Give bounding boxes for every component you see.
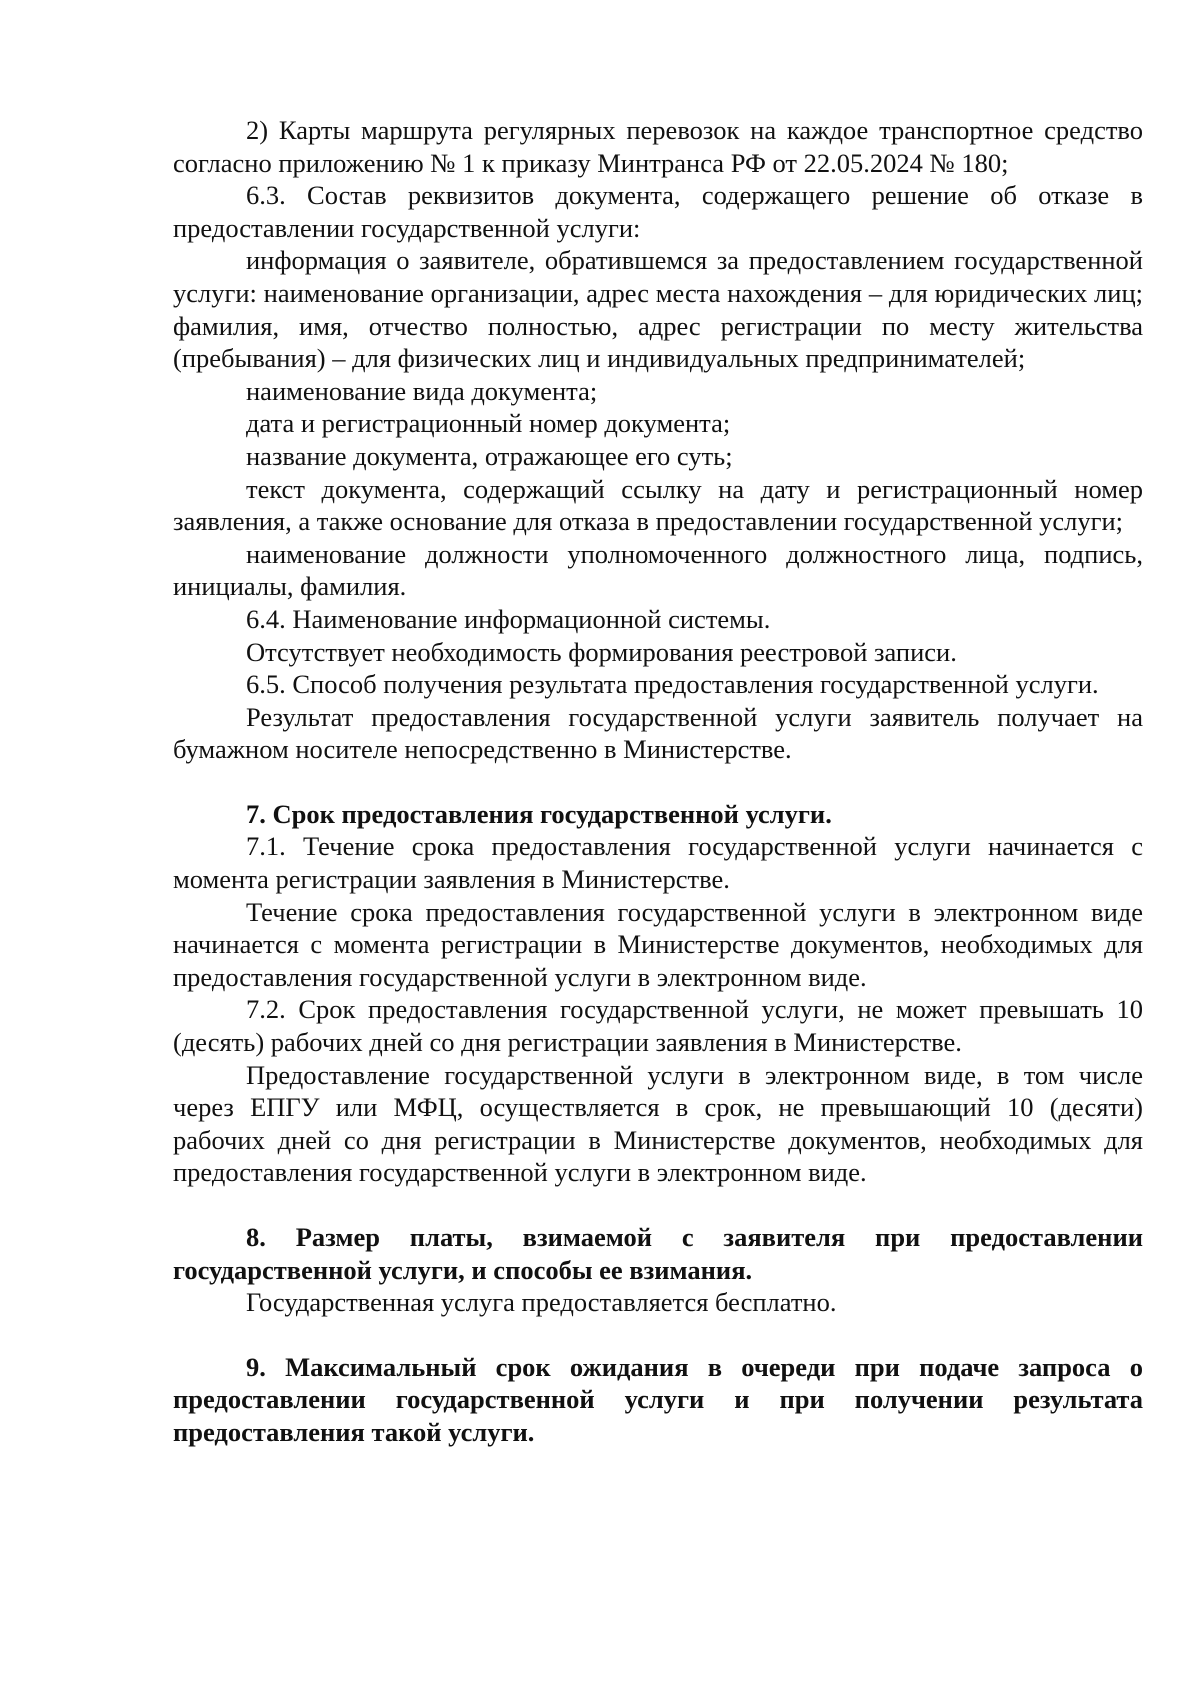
paragraph-registry-record: Отсутствует необходимость формирования реестровой записи. xyxy=(246,636,957,667)
section-heading-8: 8. Размер платы, взимаемой с заявителя при предоставлении государственной услуги, и способы ее взимания. xyxy=(173,1222,1143,1285)
paragraph-document-title: название документа, отражающее его суть; xyxy=(246,440,733,471)
paragraph-electronic-term: Предоставление государственной услуги в электронном виде, в том числе через ЕПГУ или МФЦ, осуществляется в срок, не превышающий 10 (десяти) рабочих дней со дня регистрации в Министерстве документов, необходимых для предоставления государственной услуги в электронном виде. xyxy=(173,1059,1143,1188)
paragraph-7-2-term-limit: 7.2. Срок предоставления государственной услуги, не может превышать 10 (десять) рабочих дней со дня регистрации заявления в Министерстве. xyxy=(173,994,1143,1058)
paragraph-result-paper: Результат предоставления государственной услуги заявитель получает на бумажном носителе непосредственно в Министерстве. xyxy=(173,701,1143,765)
paragraph-document-date-number: дата и регистрационный номер документа; xyxy=(246,408,731,439)
paragraph-document-type-name: наименование вида документа; xyxy=(246,375,598,406)
paragraph-free-of-charge: Государственная услуга предоставляется бесплатно. xyxy=(246,1287,837,1318)
section-heading-9: 9. Максимальный срок ожидания в очереди при подаче запроса о предоставлении государственной услуги и при получении результата предоставления такой услуги. xyxy=(173,1351,1143,1447)
paragraph-applicant-info: информация о заявителе, обратившемся за предоставлением государственной услуги: наименование организации, адрес места нахождения – для юридических лиц; фамилия, имя, отчество полностью, адрес регистрации по месту жительства (пребывания) – для физических лиц и индивидуальных предпринимателей; xyxy=(173,245,1143,374)
paragraph-term-electronic: Течение срока предоставления государственной услуги в электронном виде начинается с момента регистрации в Министерстве документов, необходимых для предоставления государственной услуги в электронном виде. xyxy=(173,896,1143,992)
paragraph-6-5-result-method: 6.5. Способ получения результата предоставления государственной услуги. xyxy=(246,669,1099,700)
paragraph-item-2-route-cards: 2) Карты маршрута регулярных перевозок на каждое транспортное средство согласно приложению № 1 к приказу Минтранса РФ от 22.05.2024 № 180; xyxy=(173,115,1143,178)
paragraph-6-3-refusal-requisites: 6.3. Состав реквизитов документа, содержащего решение об отказе в предоставлении государственной услуги: xyxy=(173,180,1143,243)
paragraph-official-signature: наименование должности уполномоченного должностного лица, подпись, инициалы, фамилия. xyxy=(173,538,1143,602)
paragraph-6-4-information-system: 6.4. Наименование информационной системы. xyxy=(246,603,771,634)
paragraph-document-text: текст документа, содержащий ссылку на дату и регистрационный номер заявления, а также основание для отказа в предоставлении государственной услуги; xyxy=(173,473,1143,537)
section-heading-7: 7. Срок предоставления государственной услуги. xyxy=(246,798,832,829)
paragraph-7-1-term-start: 7.1. Течение срока предоставления государственной услуги начинается с момента регистрации заявления в Министерстве. xyxy=(173,831,1143,895)
document-body xyxy=(173,114,1143,1449)
